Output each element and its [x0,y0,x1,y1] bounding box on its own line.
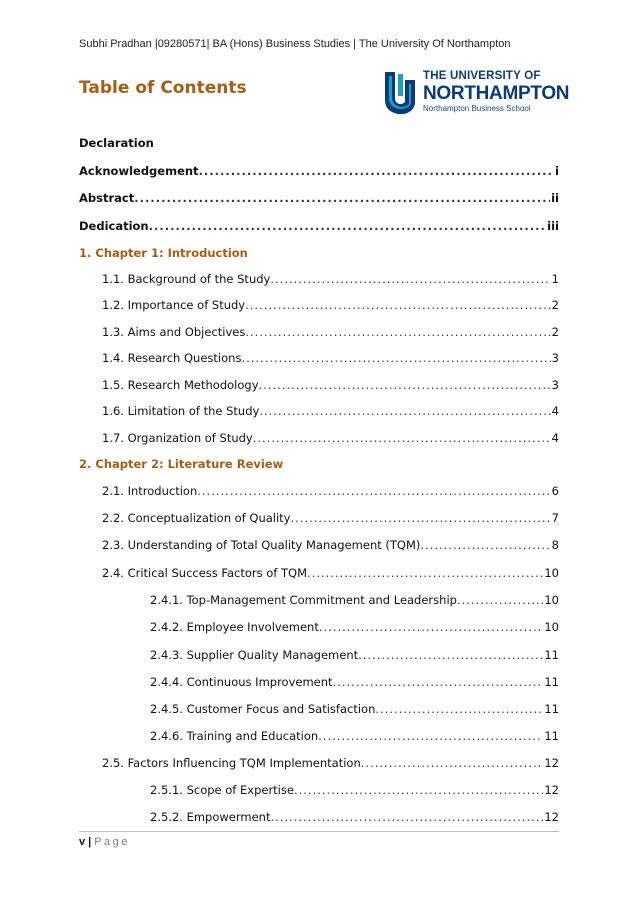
leader-dots [361,755,544,771]
university-logo [381,68,570,118]
footer-separator: | [88,836,92,848]
toc-entry-abstract[interactable] [79,190,559,206]
logo-line1: THE UNIVERSITY OF [423,70,541,82]
page-word: Page [94,836,130,848]
toc-page: 2 [551,298,559,312]
toc-declaration[interactable]: Declaration [79,136,154,150]
leader-dots [457,592,543,608]
toc-label: 2.3. Understanding of Total Quality Management (TQM) [102,538,421,552]
toc-page: 11 [544,702,559,716]
toc-label: 1.6. Limitation of the Study [102,404,260,418]
toc-label: 1.4. Research Questions [102,351,242,365]
leader-dots [358,647,543,663]
toc-entry-2-4-2[interactable] [150,619,559,635]
toc-page: ii [551,191,559,205]
toc-entry-2-3[interactable] [102,537,559,553]
toc-page: 11 [544,729,559,743]
toc-entry-2-4[interactable] [102,565,559,581]
toc-page: 12 [544,810,559,824]
leader-dots [245,297,551,313]
toc-entry-2-4-1[interactable] [150,592,559,608]
toc-entry-2-4-6[interactable] [150,728,559,744]
running-header: Subhi Pradhan |09280571| BA (Hons) Business Studies | The University Of Northampton [79,38,511,50]
leader-dots [420,537,550,553]
toc-page: 7 [551,511,559,525]
footer-divider [79,831,559,832]
toc-entry-1-5[interactable] [102,377,559,393]
leader-dots [149,218,547,234]
page-number: v [79,836,86,848]
toc-entry-2-1[interactable] [102,483,559,499]
toc-page: 10 [544,620,559,634]
toc-entry-2-5-1[interactable] [150,782,559,798]
toc-entry-1-4[interactable] [102,350,559,366]
toc-label: 2.4.6. Training and Education [150,729,319,743]
leader-dots [318,728,543,744]
toc-page: 1 [551,272,559,286]
leader-dots [134,190,550,206]
toc-chapter-2[interactable]: 2. Chapter 2: Literature Review [79,457,284,471]
toc-label: Acknowledgement [79,164,199,178]
toc-page: 4 [551,404,559,418]
toc-label: 2.4.3. Supplier Quality Management [150,648,359,662]
logo-line3: Northampton Business School [423,104,531,113]
toc-label: 2.2. Conceptualization of Quality [102,511,291,525]
leader-dots [333,674,544,690]
toc-entry-1-7[interactable] [102,430,559,446]
leader-dots [197,483,550,499]
toc-page: 3 [551,378,559,392]
toc-page: 4 [551,431,559,445]
leader-dots [319,619,544,635]
leader-dots [291,510,551,526]
toc-chapter-1[interactable]: 1. Chapter 1: Introduction [79,246,248,260]
leader-dots [253,430,551,446]
toc-label: 2.4. Critical Success Factors of TQM [102,566,308,580]
toc-label: 2.5.2. Empowerment [150,810,271,824]
toc-entry-2-5[interactable] [102,755,559,771]
leader-dots [199,163,554,179]
toc-page: 12 [544,756,559,770]
leader-dots [259,403,550,419]
toc-entry-2-5-2[interactable] [150,809,559,825]
toc-entry-1-1[interactable] [102,271,559,287]
leader-dots [294,782,543,798]
logo-line2: NORTHAMPTON [423,83,570,104]
leader-dots [245,324,550,340]
toc-label: 2.4.1. Top-Management Commitment and Leadership [150,593,457,607]
page-title: Table of Contents [79,78,247,98]
toc-page: i [555,164,559,178]
leader-dots [259,377,551,393]
toc-page: 8 [551,538,559,552]
leader-dots [307,565,543,581]
leader-dots [270,809,543,825]
toc-page: 10 [544,593,559,607]
toc-label: 1.1. Background of the Study [102,272,271,286]
toc-label: 2.5. Factors Influencing TQM Implementation [102,756,361,770]
toc-entry-1-3[interactable] [102,324,559,340]
toc-entry-dedication[interactable] [79,218,559,234]
leader-dots [270,271,550,287]
toc-entry-acknowledgement[interactable] [79,163,559,179]
toc-label: Dedication [79,219,149,233]
toc-page: 10 [544,566,559,580]
toc-label: 2.1. Introduction [102,484,198,498]
toc-label: 1.5. Research Methodology [102,378,259,392]
toc-label: 1.3. Aims and Objectives [102,325,246,339]
toc-label: 1.7. Organization of Study [102,431,253,445]
leader-dots [241,350,550,366]
toc-label: 2.4.4. Continuous Improvement [150,675,333,689]
toc-page: 11 [544,675,559,689]
toc-label: 1.2. Importance of Study [102,298,246,312]
leader-dots [375,701,543,717]
toc-entry-2-2[interactable] [102,510,559,526]
page-footer [79,836,130,848]
toc-entry-1-6[interactable] [102,403,559,419]
toc-page: 6 [551,484,559,498]
toc-page: 11 [544,648,559,662]
toc-label: 2.4.5. Customer Focus and Satisfaction [150,702,376,716]
toc-entry-2-4-4[interactable] [150,674,559,690]
toc-page: iii [547,219,559,233]
toc-page: 3 [551,351,559,365]
toc-label: 2.4.2. Employee Involvement [150,620,319,634]
northampton-emblem-icon [381,68,421,118]
toc-label: Abstract [79,191,135,205]
toc-page: 2 [551,325,559,339]
toc-label: 2.5.1. Scope of Expertise [150,783,294,797]
toc-entry-1-2[interactable] [102,297,559,313]
toc-page: 12 [544,783,559,797]
toc-entry-2-4-3[interactable] [150,647,559,663]
toc-entry-2-4-5[interactable] [150,701,559,717]
